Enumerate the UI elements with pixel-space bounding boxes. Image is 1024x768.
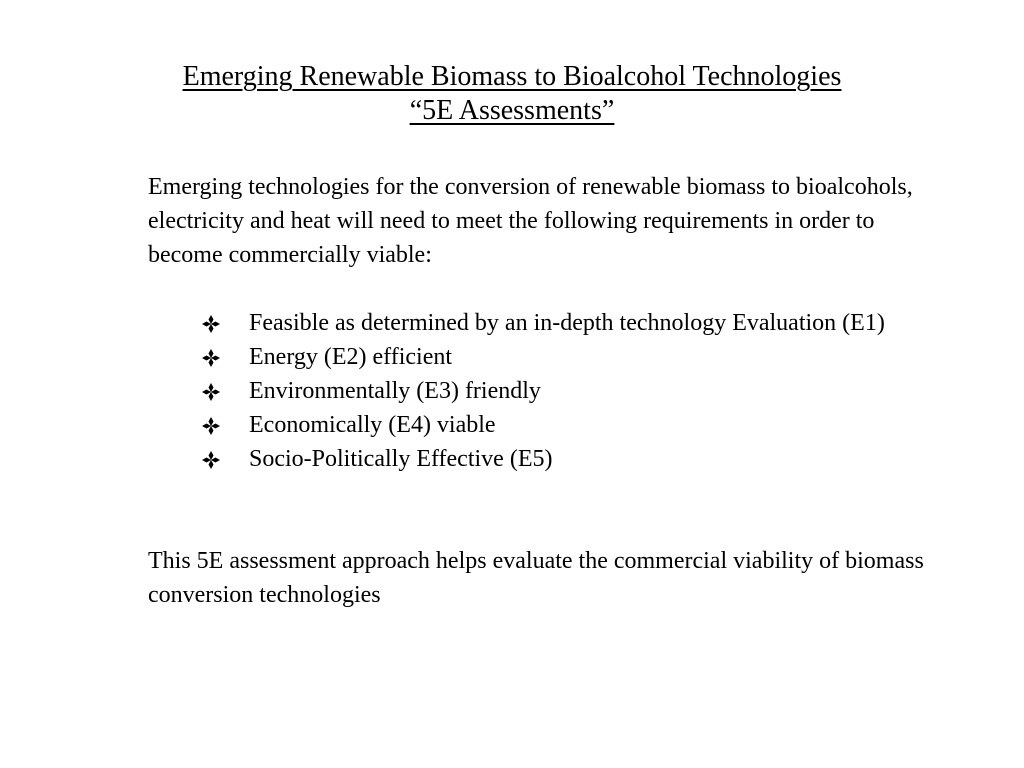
four-diamond-icon <box>202 408 226 442</box>
four-diamond-icon <box>202 442 226 476</box>
title-line-1: Emerging Renewable Biomass to Bioalcohol Technologies <box>182 61 842 92</box>
four-diamond-icon <box>202 306 226 340</box>
list-item <box>148 340 928 374</box>
four-diamond-icon <box>202 340 226 374</box>
intro-paragraph: Emerging technologies for the conversion of renewable biomass to bioalcohols, electricity and heat will need to meet the following requirements in order to become commercially viable: <box>148 174 913 268</box>
list-item-text: Economically (E4) viable <box>249 412 496 438</box>
list-item <box>148 306 928 340</box>
requirements-list <box>148 306 928 476</box>
list-item-text: Environmentally (E3) friendly <box>249 378 541 404</box>
title-line-2: “5E Assessments” <box>409 95 615 126</box>
list-item-text: Socio-Politically Effective (E5) <box>249 446 553 472</box>
list-item <box>148 408 928 442</box>
four-diamond-icon <box>202 374 226 408</box>
slide-title <box>0 60 1024 128</box>
list-item <box>148 442 928 476</box>
closing-paragraph: This 5E assessment approach helps evaluate the commercial viability of biomass conversion technologies <box>148 548 924 608</box>
list-item-text: Feasible as determined by an in-depth technology Evaluation (E1) <box>249 310 885 336</box>
list-item <box>148 374 928 408</box>
list-item-text: Energy (E2) efficient <box>249 344 453 370</box>
